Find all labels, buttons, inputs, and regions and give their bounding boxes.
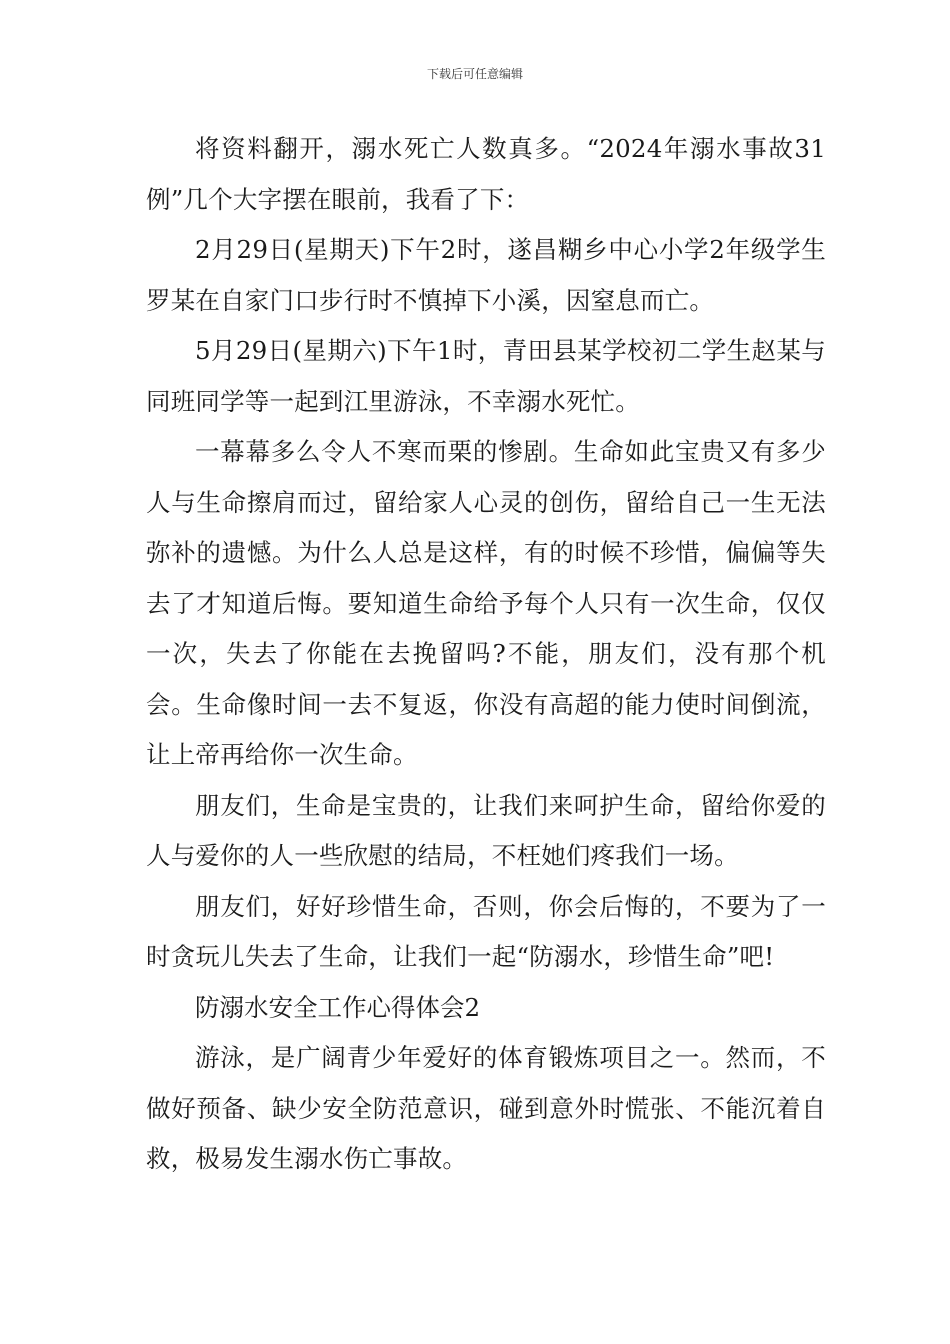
section-heading: 防溺水安全工作心得体会2 bbox=[195, 992, 481, 1022]
paragraph-2: 2月29日(星期天)下午2时，遂昌糊乡中心小学2年级学生罗某在自家门口步行时不慎掉下小溪，因窒息而亡。 bbox=[146, 235, 826, 315]
header-note: 下载后可任意编辑 bbox=[426, 67, 523, 81]
document-body bbox=[146, 124, 826, 1185]
paragraph-3: 5月29日(星期六)下午1时，青田县某学校初二学生赵某与同班同学等一起到江里游泳，不幸溺水死忙。 bbox=[146, 336, 826, 416]
paragraph-5: 朋友们，生命是宝贵的，让我们来呵护生命，留给你爱的人与爱你的人一些欣慰的结局，不枉她们疼我们一场。 bbox=[146, 790, 826, 870]
paragraph-4: 一幕幕多么令人不寒而栗的惨剧。生命如此宝贵又有多少人与生命擦肩而过，留给家人心灵的创伤，留给自己一生无法弥补的遗憾。为什么人总是这样，有的时候不珍惜，偏偏等失去了才知道后悔。要知道生命给予每个人只有一次生命，仅仅一次，失去了你能在去挽留吗?不能，朋友们，没有那个机会。生命像时间一去不复返，你没有高超的能力使时间倒流，让上帝再给你一次生命。 bbox=[146, 437, 826, 769]
section-paragraph-1: 游泳，是广阔青少年爱好的体育锻炼项目之一。然而，不做好预备、缺少安全防范意识，碰到意外时慌张、不能沉着自救，极易发生溺水伤亡事故。 bbox=[146, 1043, 826, 1173]
paragraph-6: 朋友们，好好珍惜生命，否则，你会后悔的，不要为了一时贪玩儿失去了生命，让我们一起“防溺水，珍惜生命”吧! bbox=[146, 891, 826, 971]
paragraph-1: 将资料翻开，溺水死亡人数真多。“2024年溺水事故31例”几个大字摆在眼前，我看了下： bbox=[146, 134, 826, 214]
